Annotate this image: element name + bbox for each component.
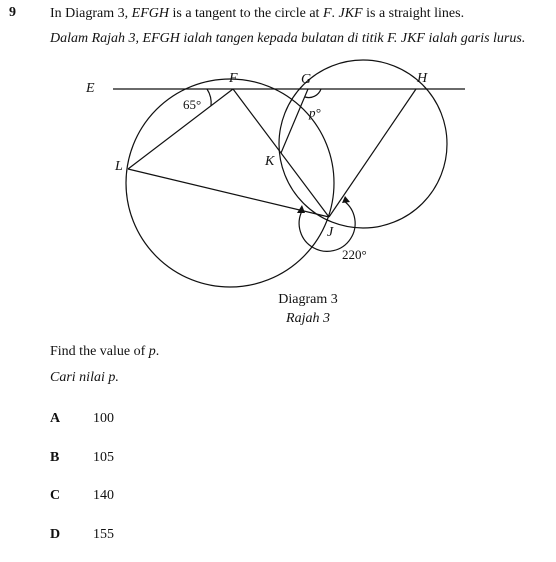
segment-fl [128,89,233,169]
option-value: 100 [93,411,114,426]
option-letter: C [50,488,61,503]
stem-point-jkf: JKF [338,6,363,21]
diagram-caption-malay: Rajah 3 [286,311,330,326]
stem-point-efgh: EFGH [131,6,169,21]
angle-label-65: 65° [183,97,202,112]
label-point-l: L [115,159,123,174]
label-point-g: G [301,72,312,87]
option-value: 140 [93,488,114,503]
stem-text: In Diagram 3, [50,6,132,21]
label-point-f: F [229,71,238,86]
option-letter: B [50,450,60,465]
question-stem-malay: Dalam Rajah 3, EFGH ialah tangen kepada bulatan di titik F. JKF ialah garis lurus. [50,31,526,46]
angle-arc-65 [207,89,211,106]
question-number: 9 [9,5,16,20]
prompt-variable: p [148,344,156,359]
angle-label-p: p° [309,105,321,120]
segment-hj [329,89,416,217]
prompt-english [50,344,159,360]
option-value: 105 [93,450,114,465]
prompt-malay: Cari nilai p. [50,370,119,385]
option-letter: A [50,411,61,426]
label-point-h: H [417,71,428,86]
stem-point-f: F [322,6,332,21]
label-point-e: E [86,81,95,96]
angle-label-220: 220° [342,247,367,262]
arrowhead-left [297,205,305,213]
option-value: 155 [93,527,114,542]
diagram-caption-english: Diagram 3 [278,292,338,307]
stem-text: is a straight lines. [362,6,465,21]
label-point-j: J [327,225,334,240]
prompt-text: . [155,344,160,359]
label-point-k: K [265,154,275,169]
prompt-text: Find the value of [50,344,149,359]
segment-kg [281,89,308,153]
stem-text: is a tangent to the circle at [168,6,323,21]
stem-text: . [331,6,339,21]
option-letter: D [50,527,61,542]
